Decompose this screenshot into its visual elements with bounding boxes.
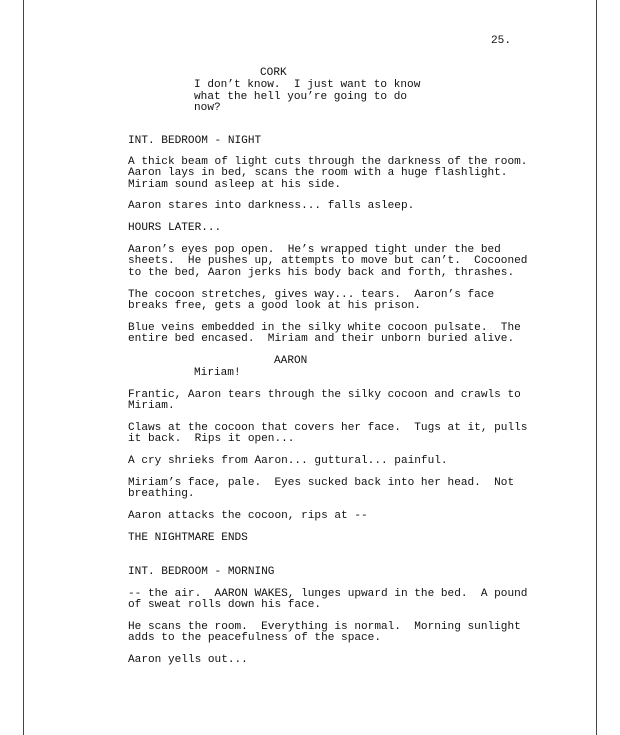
action-line: Frantic, Aaron tears through the silky cocoon and crawls to [128,389,521,401]
scene-heading-night: INT. BEDROOM - NIGHT [128,135,262,147]
page-number: 25. [491,35,511,47]
action-line: Miriam. [128,400,175,412]
action-line: it back. Rips it open... [128,433,295,445]
action-line: He scans the room. Everything is normal. Morning sunlight [128,621,521,633]
action-line: A thick beam of light cuts through the darkness of the room. [128,156,528,168]
page-right-edge [596,0,597,735]
action-line: Miriam sound asleep at his side. [128,179,342,191]
character-cue-cork: CORK [260,67,287,79]
action-line: Aaron’s eyes pop open. He’s wrapped tight under the bed [128,244,501,256]
scene-heading-morning: INT. BEDROOM - MORNING [128,566,275,578]
action-line: HOURS LATER... [128,222,222,234]
action-line: breaks free, gets a good look at his prison. [128,300,421,312]
dialogue-line: Miriam! [194,367,241,379]
action-line: THE NIGHTMARE ENDS [128,532,248,544]
action-line: Aaron lays in bed, scans the room with a huge flashlight. [128,167,508,179]
action-line: adds to the peacefulness of the space. [128,632,381,644]
character-cue-aaron: AARON [274,355,308,367]
action-line: A cry shrieks from Aaron... guttural... painful. [128,455,448,467]
dialogue-line: what the hell you’re going to do [194,91,408,103]
action-line: breathing. [128,488,195,500]
dialogue-line: now? [194,102,221,114]
action-line: Blue veins embedded in the silky white cocoon pulsate. The [128,322,521,334]
action-line: -- the air. AARON WAKES, lunges upward in the bed. A pound [128,588,528,600]
screenplay-page [24,0,596,735]
action-line: Aaron attacks the cocoon, rips at -- [128,510,368,522]
action-line: The cocoon stretches, gives way... tears. Aaron’s face [128,289,495,301]
action-line: Claws at the cocoon that covers her face. Tugs at it, pulls [128,422,528,434]
action-line: to the bed, Aaron jerks his body back and forth, thrashes. [128,267,515,279]
action-line: Aaron stares into darkness... falls asleep. [128,200,415,212]
action-line: entire bed encased. Miriam and their unborn buried alive. [128,333,515,345]
action-line: Miriam’s face, pale. Eyes sucked back into her head. Not [128,477,515,489]
dialogue-line: I don’t know. I just want to know [194,79,421,91]
action-line: Aaron yells out... [128,654,248,666]
action-line: sheets. He pushes up, attempts to move but can’t. Cocooned [128,255,528,267]
action-line: of sweat rolls down his face. [128,599,322,611]
